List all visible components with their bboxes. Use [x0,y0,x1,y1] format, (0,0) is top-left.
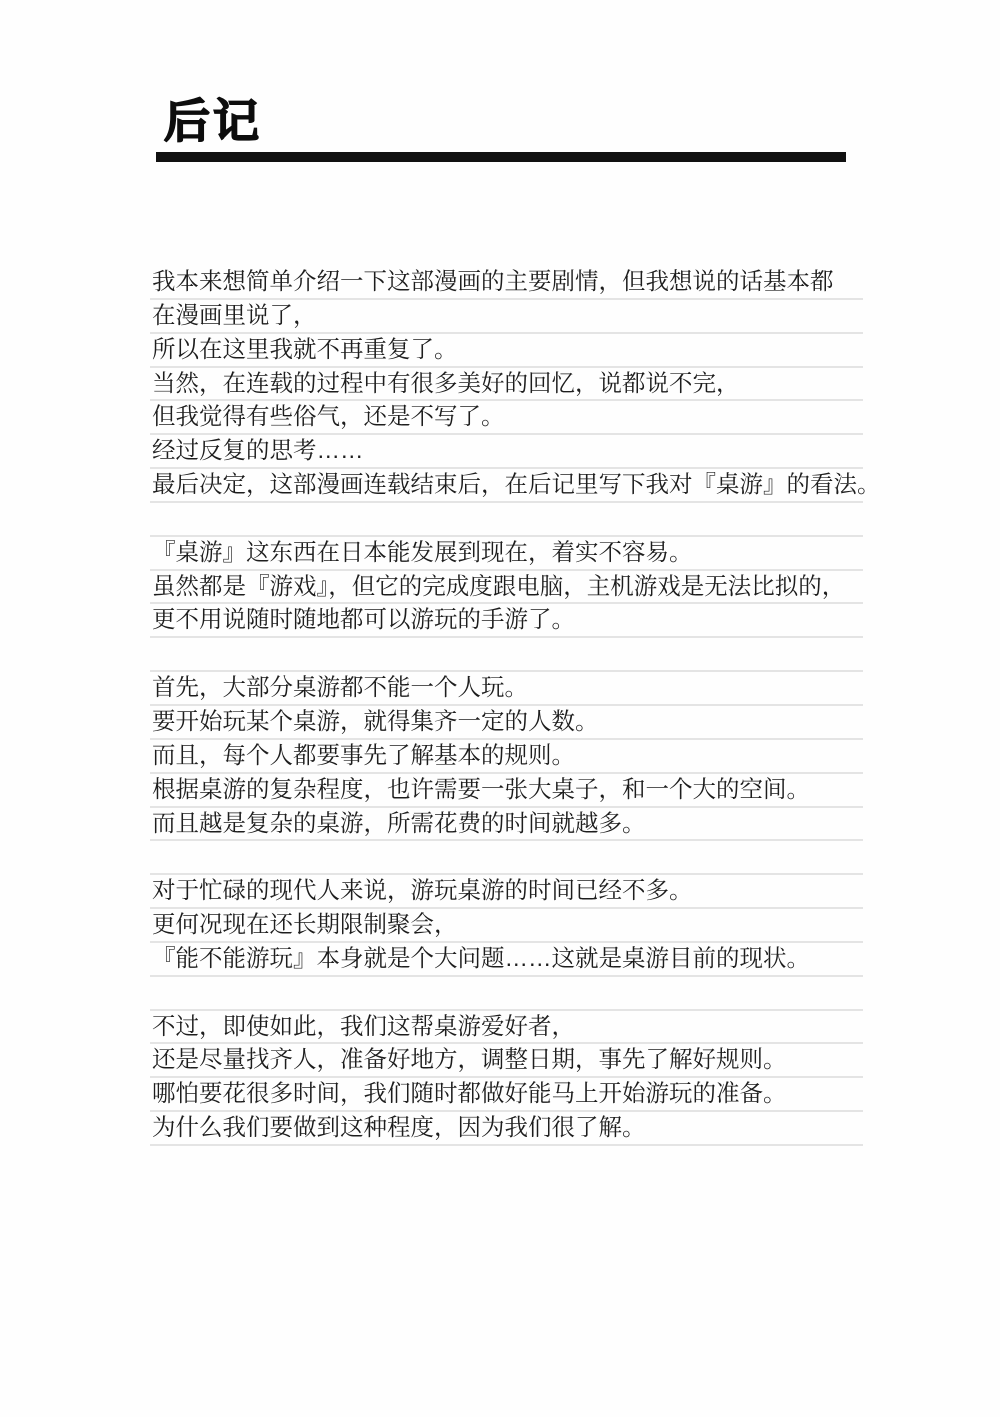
text-line: 不过，即使如此，我们这帮桌游爱好者， [150,1011,863,1045]
text-line: 首先，大部分桌游都不能一个人玩。 [150,672,863,706]
spacer-line [150,841,863,875]
text-line: 『桌游』这东西在日本能发展到现在，着实不容易。 [150,537,863,571]
text-line: 要开始玩某个桌游，就得集齐一定的人数。 [150,706,863,740]
text-line: 而且越是复杂的桌游，所需花费的时间就越多。 [150,808,863,842]
text-line: 『能不能游玩』本身就是个大问题……这就是桌游目前的现状。 [150,943,863,977]
text-line: 根据桌游的复杂程度，也许需要一张大桌子，和一个大的空间。 [150,774,863,808]
text-line: 我本来想简单介绍一下这部漫画的主要剧情，但我想说的话基本都 [150,266,863,300]
text-line: 哪怕要花很多时间，我们随时都做好能马上开始游玩的准备。 [150,1078,863,1112]
text-line: 虽然都是『游戏』，但它的完成度跟电脑，主机游戏是无法比拟的， [150,571,863,605]
text-line: 更不用说随时随地都可以游玩的手游了。 [150,604,863,638]
text-line: 当然，在连载的过程中有很多美好的回忆，说都说不完， [150,368,863,402]
text-line: 在漫画里说了， [150,300,863,334]
text-line: 最后决定，这部漫画连载结束后，在后记里写下我对『桌游』的看法。 [150,469,863,503]
afterword-text [150,266,881,1146]
text-line: 所以在这里我就不再重复了。 [150,334,863,368]
text-line: 但我觉得有些俗气，还是不写了。 [150,401,863,435]
spacer-line [150,977,863,1011]
text-line: 经过反复的思考…… [150,435,863,469]
text-line: 为什么我们要做到这种程度，因为我们很了解。 [150,1112,863,1146]
text-line: 对于忙碌的现代人来说，游玩桌游的时间已经不多。 [150,875,863,909]
spacer-line [150,503,863,537]
text-line: 而且，每个人都要事先了解基本的规则。 [150,740,863,774]
text-line: 还是尽量找齐人，准备好地方，调整日期，事先了解好规则。 [150,1044,863,1078]
page-title: 后记 [164,95,262,147]
text-line: 更何况现在还长期限制聚会， [150,909,863,943]
spacer-line [150,638,863,672]
title-underline-rule [156,152,846,162]
